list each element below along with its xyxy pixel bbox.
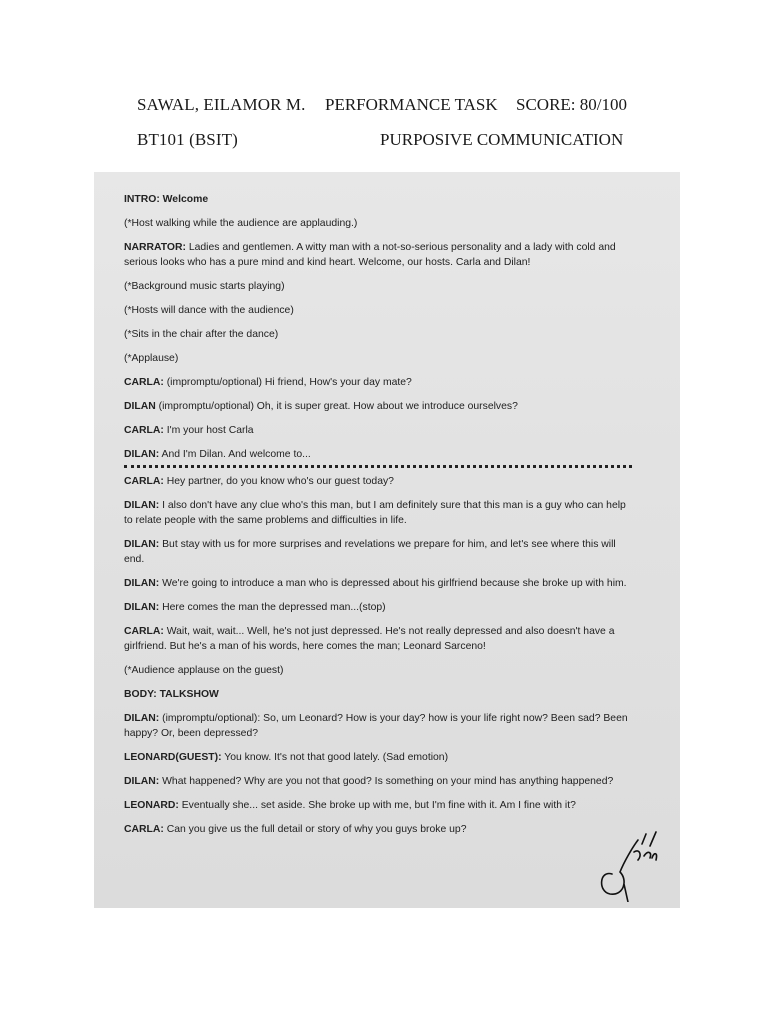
script-line	[124, 750, 634, 765]
dialogue-text: You know. It's not that good lately. (Sad emotion)	[221, 752, 449, 763]
script-line	[124, 375, 634, 390]
dialogue-text: Ladies and gentlemen. A witty man with a not-so-serious personality and a lady with cold and serious looks who has a pure mind and kind heart. Welcome, our hosts. Carla and Dilan!	[124, 242, 616, 268]
speaker-label: LEONARD(GUEST):	[124, 752, 222, 763]
script-line	[124, 498, 634, 528]
script-line	[124, 600, 634, 615]
speaker-label: DILAN	[124, 401, 156, 412]
script-line	[124, 327, 634, 342]
script-line	[124, 447, 634, 462]
body-lines	[124, 711, 634, 837]
dotted-divider	[124, 465, 632, 468]
script-line	[124, 537, 634, 567]
course-code: BT101 (BSIT)	[137, 130, 238, 149]
dialogue-text: We're going to introduce a man who is depressed about his girlfriend because she broke up with him.	[159, 578, 627, 589]
script-line	[124, 798, 634, 813]
main-lines	[124, 474, 634, 678]
dialogue-text: Here comes the man the depressed man...(stop)	[159, 602, 386, 613]
script-line	[124, 822, 634, 837]
dialogue-text: And I'm Dilan. And welcome to...	[159, 449, 311, 460]
speaker-label: CARLA:	[124, 476, 164, 487]
dialogue-text: Can you give us the full detail or story of why you guys broke up?	[163, 824, 467, 835]
task-title: PERFORMANCE TASK	[325, 95, 498, 114]
body-heading: BODY: TALKSHOW	[124, 689, 219, 700]
speaker-label: DILAN:	[124, 602, 160, 613]
script-line	[124, 303, 634, 318]
intro-heading: INTRO: Welcome	[124, 194, 209, 205]
script-line	[124, 711, 634, 741]
speaker-label: DILAN:	[124, 449, 160, 460]
dialogue-text: (impromptu/optional) Oh, it is super great. How about we introduce ourselves?	[155, 401, 518, 412]
dialogue-text: (*Background music starts playing)	[124, 281, 285, 292]
script-line	[124, 663, 634, 678]
speaker-label: CARLA:	[124, 824, 164, 835]
speaker-label: NARRATOR:	[124, 242, 186, 253]
student-name: SAWAL, EILAMOR M.	[137, 95, 306, 114]
subject-title: PURPOSIVE COMMUNICATION	[380, 130, 624, 149]
dialogue-text: (*Hosts will dance with the audience)	[124, 305, 294, 316]
dialogue-text: Eventually she... set aside. She broke up with me, but I'm fine with it. Am I fine with it?	[178, 800, 576, 811]
speaker-label: CARLA:	[124, 377, 164, 388]
speaker-label: CARLA:	[124, 626, 164, 637]
dialogue-text: (*Audience applause on the guest)	[124, 665, 284, 676]
speaker-label: DILAN:	[124, 776, 160, 787]
dialogue-text: But stay with us for more surprises and revelations we prepare for him, and let's see where this will end.	[124, 539, 616, 565]
script-line	[124, 216, 634, 231]
dialogue-text: (*Applause)	[124, 353, 179, 364]
intro-lines	[124, 216, 634, 462]
script-line	[124, 399, 634, 414]
speaker-label: CARLA:	[124, 425, 164, 436]
dialogue-text: (impromptu/optional) Hi friend, How's your day mate?	[163, 377, 412, 388]
dialogue-text: (impromptu/optional): So, um Leonard? How is your day? how is your life right now? Been sad? Been happy? Or, been depressed?	[124, 713, 628, 739]
script-line	[124, 423, 634, 438]
script-line	[124, 351, 634, 366]
script-line	[124, 774, 634, 789]
speaker-label: DILAN:	[124, 713, 160, 724]
dialogue-text: (*Sits in the chair after the dance)	[124, 329, 279, 340]
handwritten-signature	[594, 822, 664, 902]
score-label: SCORE: 80/100	[516, 95, 627, 114]
script-line	[124, 279, 634, 294]
scanned-script-page	[94, 172, 680, 908]
dialogue-text: I also don't have any clue who's this man, but I am definitely sure that this man is a guy who can help to relate people with the same problems and difficulties in life.	[124, 500, 626, 526]
dialogue-text: Hey partner, do you know who's our guest today?	[163, 476, 394, 487]
script-line	[124, 576, 634, 591]
speaker-label: DILAN:	[124, 539, 160, 550]
dialogue-text: (*Host walking while the audience are applauding.)	[124, 218, 358, 229]
dialogue-text: Wait, wait, wait... Well, he's not just depressed. He's not really depressed and also doesn't have a girlfriend. But he's a man of his words, here comes the man; Leonard Sarceno!	[124, 626, 615, 652]
script-line	[124, 624, 634, 654]
script-line	[124, 474, 634, 489]
script-body	[124, 192, 634, 846]
dialogue-text: I'm your host Carla	[163, 425, 254, 436]
speaker-label: DILAN:	[124, 500, 160, 511]
script-line	[124, 240, 634, 270]
dialogue-text: What happened? Why are you not that good? Is something on your mind has anything happened?	[159, 776, 614, 787]
speaker-label: DILAN:	[124, 578, 160, 589]
speaker-label: LEONARD:	[124, 800, 179, 811]
